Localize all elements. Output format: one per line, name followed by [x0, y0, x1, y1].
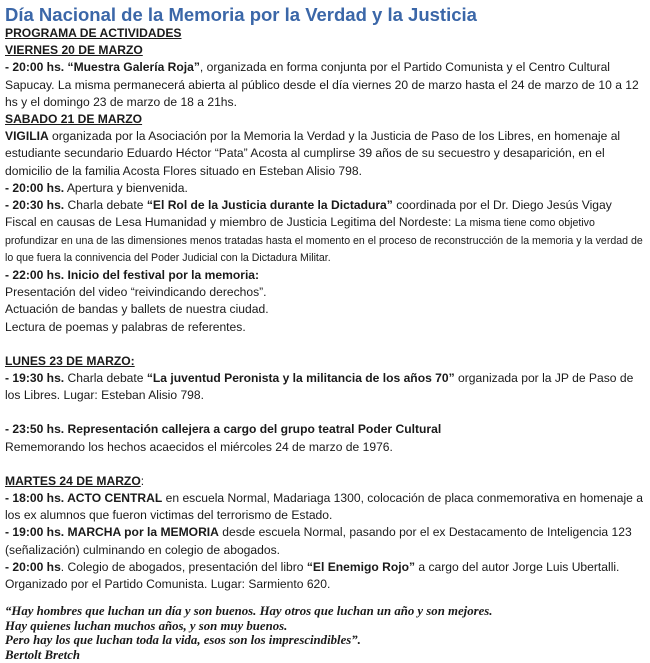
- saturday-item-2-text-1: Charla debate: [64, 198, 147, 213]
- tuesday-item-2: [5, 524, 644, 558]
- tuesday-item-2-text: desde escuela Normal, pasando por el ex Destacamento de Inteligencia 123 (señalización) culminando en colegio de abogados.: [5, 525, 632, 557]
- tuesday-heading: MARTES 24 DE MARZO: [5, 473, 141, 488]
- tuesday-item-3-time: - 20:00 hs: [5, 559, 61, 574]
- closing-quote: [5, 604, 644, 662]
- saturday-bands-line: Actuación de bandas y ballets de nuestra ciudad.: [5, 302, 269, 317]
- quote-line-2: Hay quienes luchan muchos años, y son muy buenos.: [5, 618, 288, 633]
- saturday-item-2-title: “El Rol de la Justicia durante la Dictadura”: [146, 198, 393, 213]
- quote-author: Bertolt Bretch: [5, 648, 81, 663]
- monday-heading: LUNES 23 DE MARZO:: [5, 353, 135, 368]
- saturday-heading: SABADO 21 DE MARZO: [5, 112, 143, 127]
- friday-heading: VIERNES 20 DE MARZO: [5, 43, 143, 58]
- vigil-text: organizada por la Asociación por la Memoria la Verdad y la Justicia de Paso de los Libres, en homenaje al estudiante secundario Eduardo Héctor “Pata” Acosta al cumplirse 39 años de su secuestro y desaparición, en el domicilio de la familia Acosta Flores situado en Esteban Alisio 798.: [5, 129, 621, 178]
- monday-item-1-text-2: organizada por la JP de Paso de los Libres. Lugar: Esteban Alisio 798.: [5, 371, 634, 403]
- saturday-item-2: [5, 197, 644, 267]
- tuesday-item-1: [5, 490, 644, 524]
- saturday-item-2-text-2: coordinada por el Dr. Diego Jesús Vigay Fiscal en causas de Lesa Humanidad y miembro de Justicia Legitima del Nordeste:: [5, 198, 612, 230]
- monday-item-1: [5, 370, 644, 404]
- monday-item-1-time: - 19:30 hs.: [5, 371, 65, 386]
- tuesday-item-1-time: - 18:00 hs.: [5, 491, 68, 506]
- page-title: Día Nacional de la Memoria por la Verdad y la Justicia: [5, 4, 477, 25]
- friday-item-1-text: , organizada en forma conjunta por el Partido Comunista y el Centro Cultural Sapucay. La misma permanecerá abierta al público desde el día viernes 20 de marzo hasta el 24 de marzo de 10 a 12 hs y el domingo 23 de marzo de 18 a 21hs.: [5, 60, 639, 109]
- spacer: [5, 404, 644, 421]
- friday-item-1: [5, 59, 644, 111]
- spacer: [5, 456, 644, 473]
- tuesday-heading-colon: :: [140, 473, 145, 488]
- monday-item-1-title: “La juventud Peronista y la militancia de los años 70”: [146, 371, 455, 386]
- saturday-item-1-dash: -: [5, 180, 13, 195]
- saturday-item-3: - 22:00 hs. Inicio del festival por la memoria:: [5, 268, 260, 283]
- tuesday-item-3-text-2: a cargo del autor Jorge Luis Ubertalli. Organizado por el Partido Comunista. Lugar: Sarmiento 620.: [5, 559, 620, 592]
- monday-item-1-text-1: Charla debate: [64, 371, 147, 386]
- friday-item-1-time: - 20:00 hs.: [5, 60, 68, 75]
- monday-item-2-text: Rememorando los hechos acaecidos el miércoles 24 de marzo de 1976.: [5, 439, 393, 454]
- saturday-video-line: Presentación del video “reivindicando derechos”.: [5, 285, 267, 300]
- tuesday-item-3-title: “El Enemigo Rojo”: [306, 559, 416, 574]
- tuesday-item-1-text: en escuela Normal, Madariaga 1300, colocación de placa conmemorativa en homenaje a los ex alumnos que fueron victimas del terrorismo de Estado.: [5, 491, 643, 523]
- tuesday-item-3-text-1: . Colegio de abogados, presentación del libro: [60, 559, 307, 574]
- monday-item-2: - 23:50 hs. Representación callejera a cargo del grupo teatral Poder Cultural: [5, 422, 442, 437]
- program-heading: PROGRAMA DE ACTIVIDADES: [5, 26, 182, 40]
- saturday-item-2-time: - 20:30 hs.: [5, 198, 65, 213]
- tuesday-item-2-title: MARCHA por la MEMORIA: [67, 525, 219, 540]
- tuesday-item-2-time: - 19:00 hs.: [5, 525, 68, 540]
- saturday-item-1-time: 20:00 hs.: [12, 180, 65, 195]
- quote-line-1: “Hay hombres que luchan un día y son buenos. Hay otros que luchan un año y son mejores.: [5, 604, 493, 619]
- quote-line-3: Pero hay los que luchan toda la vida, esos son los imprescindibles”.: [5, 633, 361, 648]
- saturday-item-1: [5, 180, 644, 197]
- spacer: [5, 336, 644, 353]
- saturday-poems-line: Lectura de poemas y palabras de referentes.: [5, 319, 246, 334]
- saturday-item-1-text: Apertura y bienvenida.: [64, 180, 188, 195]
- vigil-label: VIGILIA: [5, 129, 49, 144]
- friday-item-1-title: “Muestra Galería Roja”: [67, 60, 200, 75]
- program-body: [5, 25, 644, 593]
- saturday-item-2-description: La misma tiene como objetivo profundizar en una de las dimensiones menos tratadas hasta el momento en el proceso de reconstrucción de la memoria y la verdad de lo que fuera la connivencia del Poder Judicial con la Dictadura Militar.: [5, 217, 643, 265]
- saturday-vigil: [5, 128, 644, 180]
- tuesday-item-1-title: ACTO CENTRAL: [67, 491, 163, 506]
- tuesday-item-3: [5, 559, 644, 593]
